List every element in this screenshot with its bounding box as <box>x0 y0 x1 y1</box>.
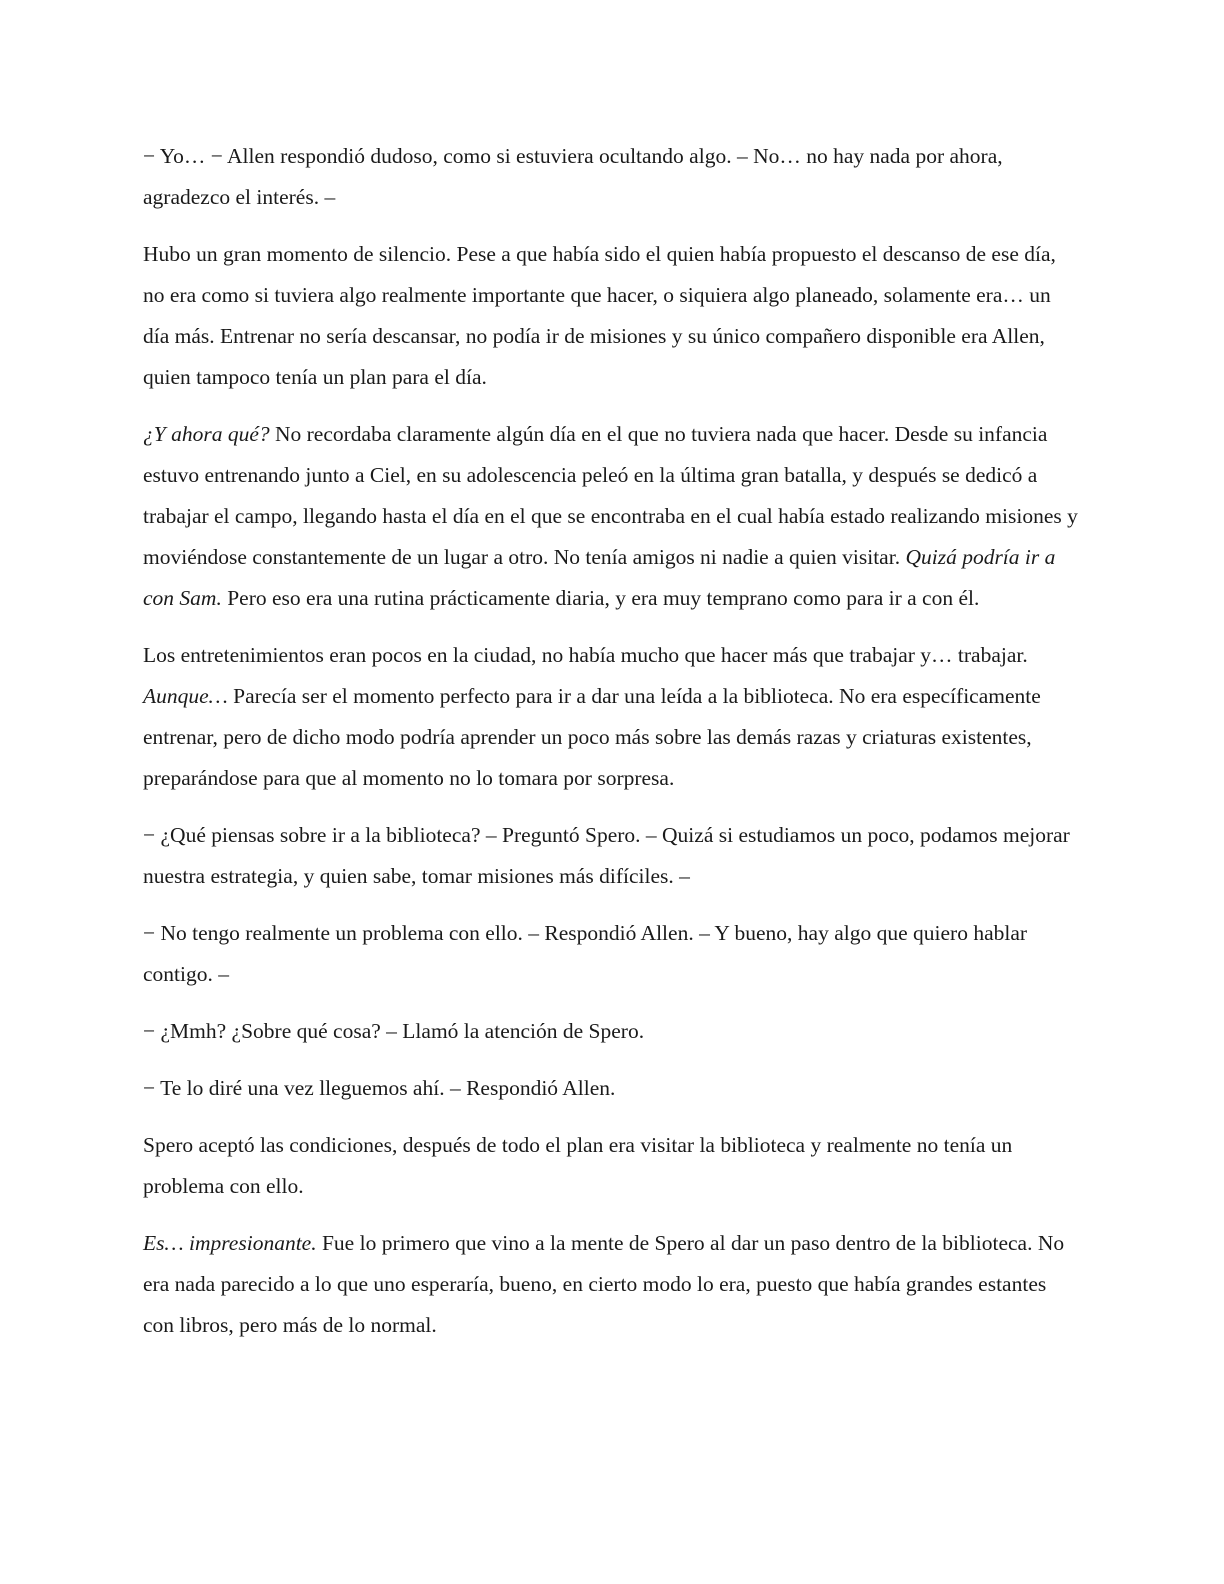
text-run: No recordaba claramente algún día en el que no tuviera nada que hacer. Desde su infancia estuvo entrenando junto a Ciel, en su adolescencia peleó en la última gran batalla, y después se dedicó a trabajar el campo, llegando hasta el día en el que se encontraba en el cual había estado realizando misiones y moviéndose constantemente de un lugar a otro. No tenía amigos ni nadie a quien visitar. <box>143 422 1078 569</box>
paragraph <box>143 1223 1078 1346</box>
text-run: − ¿Qué piensas sobre ir a la biblioteca? – Preguntó Spero. – Quizá si estudiamos un poco, podamos mejorar nuestra estrategia, y quien sabe, tomar misiones más difíciles. – <box>143 823 1070 888</box>
italic-text-run: Es… impresionante. <box>143 1231 317 1255</box>
paragraph <box>143 1068 1078 1109</box>
paragraph <box>143 635 1078 799</box>
text-run: Spero aceptó las condiciones, después de todo el plan era visitar la biblioteca y realmente no tenía un problema con ello. <box>143 1133 1013 1198</box>
text-run: − ¿Mmh? ¿Sobre qué cosa? – Llamó la atención de Spero. <box>143 1019 645 1043</box>
document-body <box>143 136 1078 1346</box>
italic-text-run: ¿Y ahora qué? <box>143 422 270 446</box>
text-run: − No tengo realmente un problema con ello. – Respondió Allen. – Y bueno, hay algo que quiero hablar contigo. – <box>143 921 1028 986</box>
text-run: Los entretenimientos eran pocos en la ciudad, no había mucho que hacer más que trabajar y… trabajar. <box>143 643 1028 667</box>
paragraph <box>143 815 1078 897</box>
paragraph <box>143 136 1078 218</box>
text-run: − Yo… − Allen respondió dudoso, como si estuviera ocultando algo. – No… no hay nada por ahora, agradezco el interés. – <box>143 144 1003 209</box>
text-run: Hubo un gran momento de silencio. Pese a que había sido el quien había propuesto el descanso de ese día, no era como si tuviera algo realmente importante que hacer, o siquiera algo planeado, solamente era… un día más. Entrenar no sería descansar, no podía ir de misiones y su único compañero disponible era Allen, quien tampoco tenía un plan para el día. <box>143 242 1056 389</box>
paragraph <box>143 1125 1078 1207</box>
text-run: Pero eso era una rutina prácticamente diaria, y era muy temprano como para ir a con él. <box>221 586 980 610</box>
paragraph <box>143 414 1078 619</box>
text-run: Fue lo primero que vino a la mente de Spero al dar un paso dentro de la biblioteca. No era nada parecido a lo que uno esperaría, bueno, en cierto modo lo era, puesto que había grandes estantes con libros, pero más de lo normal. <box>143 1231 1065 1337</box>
document-page <box>143 136 1078 1362</box>
paragraph <box>143 913 1078 995</box>
paragraph <box>143 1011 1078 1052</box>
paragraph <box>143 234 1078 398</box>
italic-text-run: Aunque… <box>143 684 228 708</box>
text-run: − Te lo diré una vez lleguemos ahí. – Respondió Allen. <box>143 1076 616 1100</box>
text-run: Parecía ser el momento perfecto para ir a dar una leída a la biblioteca. No era específicamente entrenar, pero de dicho modo podría aprender un poco más sobre las demás razas y criaturas existentes, preparándose para que al momento no lo tomara por sorpresa. <box>143 684 1041 790</box>
italic-text-run: Quizá podría ir a con Sam. <box>143 545 1056 610</box>
